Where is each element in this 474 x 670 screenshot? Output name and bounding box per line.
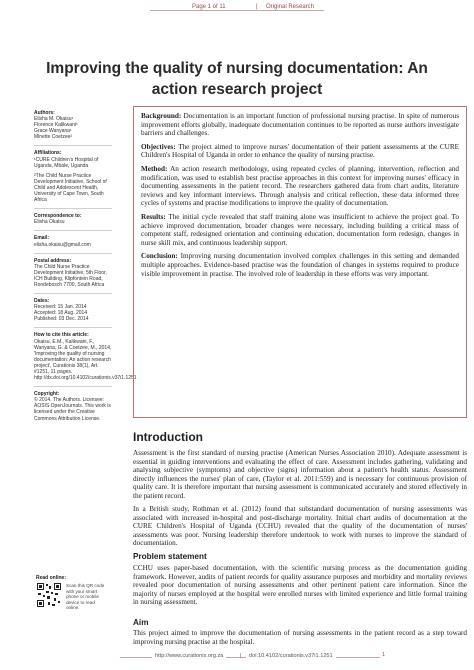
copyright-label: Copyright: bbox=[34, 391, 60, 398]
introduction-heading: Introduction bbox=[133, 430, 203, 444]
affiliation-1: ¹CURE Children's Hospital of Uganda, Mbale, Uganda bbox=[34, 156, 99, 169]
page-number: 1 bbox=[382, 652, 386, 658]
citation-text: Okaisu, E.M., Kalikwani, F., Wanyana, G. & Coetzee, M., 2014, 'Improving the quality of nursing documentation: An action research project', Curationis 38(1), Art. #1251, 11 pages. http://dx.doi.org/10.4102/curationis.v37i1.1251 bbox=[34, 338, 137, 382]
date-received: Received: 15 Jan. 2014 bbox=[34, 304, 87, 311]
divider bbox=[34, 145, 112, 146]
abstract-method: Method: An action research methodology, using repeated cycles of planning, intervention, reflection and modification, was used to establish best practise approaches in this context for improving nurses' efficacy in documenting assessments in the patient record. The researchers gathered data from chart audits, literature reviews and key informant interviews. Through analysis and critical reflection, these data informed three cycles of systems and practise modifications to improve the quality of documentation. bbox=[141, 164, 460, 208]
affiliation-2: ²The Child Nurse Practice Development Initiative, School of Child and Adolescent Health, University of Cape Town, South Africa bbox=[34, 172, 107, 204]
abstract-objectives: Objectives: The project aimed to improve nurses' documentation of their patient assessments at the CURE Children's Hospital of Uganda in order to enhance the quality of nursing practise. bbox=[141, 142, 460, 160]
postal-label: Postal address: bbox=[34, 257, 72, 264]
cite-block bbox=[34, 332, 137, 382]
article-info-sidebar bbox=[34, 110, 137, 427]
copyright-block bbox=[34, 391, 112, 421]
author: Minette Coetzee² bbox=[34, 134, 73, 141]
author: Florence Kalikwani¹ bbox=[34, 122, 78, 129]
page-count: Page 1 of 11 bbox=[188, 4, 230, 10]
affiliations-block bbox=[34, 150, 112, 203]
dates-label: Dates: bbox=[34, 298, 50, 305]
abstract-conclusion: Conclusion: Improving nursing documentation involved complex challenges in this setting and demanded multiple approaches. Evidence-based practise was the foundation of changes in systems required to produce visible improvement in practise. The involved role of leadership in these efforts was very important. bbox=[141, 252, 459, 278]
email-link[interactable]: elisha.okaisu@gmail.com bbox=[34, 241, 91, 248]
qr-code-icon[interactable] bbox=[36, 582, 62, 608]
authors-block bbox=[34, 110, 112, 140]
divider bbox=[34, 253, 112, 254]
header-rule bbox=[150, 10, 324, 11]
postal-address: The Child Nurse Practice Development Initiative, 5th Floor, ICH Building, Klipfontein Road, Rondebosch 7700, South Africa bbox=[34, 263, 107, 288]
qr-instructions: Scan this QR code with your smart phone or mobile device to read online. bbox=[66, 583, 105, 611]
article-section: Original Research bbox=[262, 4, 318, 10]
problem-paragraph: CCHU uses paper-based documentation, with the scientific nursing process as the documentation guiding framework. However, audits of patient records for quality assurance purposes and morbidity and mortality reviews revealed poor documentation of nursing assessments and other pertinent patient care information. Since the majority of nurses employed at the hospital were enrolled nurses with limited experience and little formal training in nursing assessment. bbox=[133, 564, 467, 607]
copyright-text: © 2014. The Authors. Licensee: AOSIS OpenJournals. This work is licensed under the Creative Commons Attribution License. bbox=[34, 397, 111, 422]
journal-url-link[interactable]: http://www.curationis.org.za bbox=[152, 653, 226, 659]
aim-heading: Aim bbox=[133, 618, 149, 627]
correspondence-name: Elisha Okaisu bbox=[34, 219, 65, 226]
aim-paragraph: This project aimed to improve the documentation of nursing assessments in the patient record as a step toward improving nursing practise at the hospital. bbox=[133, 629, 467, 646]
affiliations-label: Affiliations: bbox=[34, 150, 62, 157]
author: Elisha M. Okaisu¹ bbox=[34, 116, 74, 123]
running-header bbox=[0, 0, 474, 20]
abstract-results: Results: The initial cycle revealed that staff training alone was insufficient to achieve the project goal. To achieve improved documentation, broader changes were necessary, including building a critical mass of competent staff, redesigned orientation and continuing education, documentation form redesign, changes in nurse skill mix, and continuous leadership support. bbox=[141, 212, 459, 247]
date-accepted: Accepted: 18 Aug. 2014 bbox=[34, 310, 88, 317]
postal-block bbox=[34, 258, 112, 288]
read-online-label: Read online: bbox=[36, 575, 67, 581]
divider bbox=[34, 327, 112, 328]
article-title: Improving the quality of nursing documentation: An action research project bbox=[46, 60, 428, 98]
footer-separator: | bbox=[240, 653, 242, 659]
abstract-box bbox=[133, 106, 467, 418]
intro-paragraph-2: In a British study, Rothman et al. (2012) found that substandard documentation of nursing assessments was associated with increased in-hospital and post-discharge mortality. Initial chart audits of documentation at the CURE Children's Hospital of Uganda (CCHU) revealed that the quality of the documentation of nurses' assessments was poor. Nursing leadership therefore undertook to work with nurses to improve the standard of documentation. bbox=[133, 505, 467, 548]
authors-label: Authors: bbox=[34, 110, 55, 116]
correspondence-block bbox=[34, 213, 112, 225]
running-footer bbox=[0, 650, 474, 664]
divider bbox=[34, 386, 112, 387]
date-published: Published: 03 Dec. 2014 bbox=[34, 316, 89, 323]
doi-link[interactable]: doi:10.4102/curationis.v37i1.1251 bbox=[246, 653, 336, 659]
dates-block bbox=[34, 298, 112, 322]
intro-paragraph-1: Assessment is the first standard of nursing practise (American Nurses Association 2010). Adequate assessment is essential in guiding interventions and evaluating the effect of care. Assessment includes gathering, validating and analysing subjective (symptoms) and objective (signs) information about a patient's health status. Assessment directly influences the nurses' plan of care, (Taylor et al. 2011:559) and is necessary for continuous provision of quality care. It is therefore important that nursing assessment is communicated accurately and stored effectively in the patient record. bbox=[133, 449, 467, 500]
divider bbox=[34, 208, 112, 209]
author: Grace Wanyana¹ bbox=[34, 128, 72, 135]
divider bbox=[34, 293, 112, 294]
email-label: Email: bbox=[34, 235, 50, 242]
email-block bbox=[34, 235, 112, 247]
cite-label: How to cite this article: bbox=[34, 332, 89, 339]
problem-statement-heading: Problem statement bbox=[133, 552, 207, 561]
correspondence-label: Correspondence to: bbox=[34, 213, 82, 220]
abstract-background: Background: Documentation is an important function of professional nursing practise. In spite of numerous improvement efforts globally, inadequate documentation continues to be reported as nurse authors investigate barriers and challenges. bbox=[141, 112, 460, 138]
divider bbox=[34, 230, 112, 231]
header-separator: | bbox=[256, 4, 258, 10]
